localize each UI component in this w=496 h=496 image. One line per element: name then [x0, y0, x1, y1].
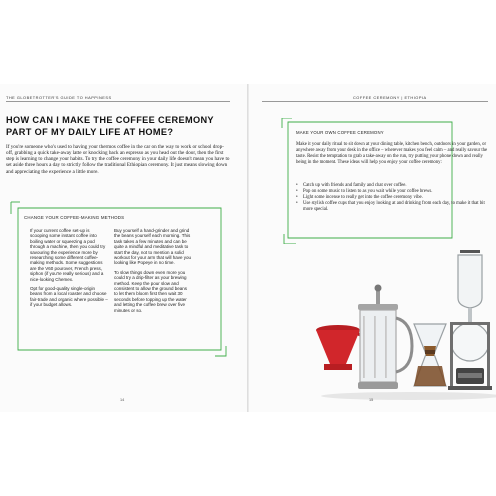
running-head-right: COFFEE CEREMONY | ETHIOPIA: [353, 95, 427, 100]
siphon-brewer-illustration: [448, 250, 492, 390]
box-paragraph: Opt for good-quality single-origin beans from a local roaster and choose fair-trade and organic where possible – if your budget allows.: [30, 286, 108, 308]
v60-dripper-illustration: [316, 325, 366, 370]
list-item: • Use stylish coffee cups that you enjoy looking at and drinking from each day, to make it that bit more special.: [296, 201, 492, 213]
coffee-equipment-photo: [316, 250, 496, 402]
chemex-illustration: [414, 324, 446, 386]
running-head-left: THE GLOBETROTTER'S GUIDE TO HAPPINESS: [6, 95, 112, 100]
box-title-left: CHANGE YOUR COFFEE-MAKING METHODS: [24, 215, 125, 220]
list-item: • Light some incense to really get into the coffee ceremony vibe.: [296, 195, 492, 201]
intro-paragraph: If you're someone who's used to having your thermos coffee in the car on the way to work or school drop-off, grabbing a quick take-away latte or knocking back an espresso as you head out the door, then the first step is learning to change your habits. To try the coffee ceremony in your daily life doesn't mean you have to set aside three hours a day to strictly follow the traditional Ethiopian ceremony. It just means slowing down and appreciating the experience a little more.: [6, 144, 230, 175]
box-column-1: [30, 228, 108, 312]
box-paragraph: Buy yourself a hand-grinder and grind the beans yourself each morning. This task takes a few minutes and can be quite a mindful and meditative task to start the day, not to mention a solid workout for your arm that will have you looking like Popeye in no time.: [114, 228, 192, 266]
book-spine: [247, 84, 249, 412]
header-rule-left: [6, 101, 230, 102]
list-item: • Catch up with friends and family and chat over coffee.: [296, 183, 492, 189]
box-column-2: [114, 228, 192, 317]
box-paragraph: If your current coffee set-up is scooping some instant coffee into boiling water or squeezing a pod through a machine, then you could try savouring the experience more by researching some different coffee-making methods. Some suggestions are the V60 pourover, French press, siphon (if you're really serious) and a nice-looking Chemex.: [30, 228, 106, 282]
tips-list: [296, 183, 492, 213]
page-number-right: 15: [369, 398, 374, 402]
box-paragraph: To slow things down even more you could try a drip-filter as your brewing method. Keep the pour slow and consistent to allow the ground beans to let them bloom first then wait 30 seconds before topping up the water and letting the coffee brew over five minutes or so.: [114, 269, 188, 313]
tip-box-frame-right: [280, 118, 456, 244]
list-item: • Pop on some music to listen to as you wait while your coffee brews.: [296, 189, 492, 195]
box-intro-right: Make it your daily ritual to sit down at your dining table, kitchen bench, outdoors in your garden, or anywhere away from your desk in the office – wherever makes you feel calm – and really savour the taste. Resist the temptation to grab a take-away on the run, try putting your phone down and really being in the moment. These ideas will help you enjoy your coffee ceremony:: [296, 142, 488, 165]
header-rule-right: [262, 101, 488, 102]
box-title-right: MAKE YOUR OWN COFFEE CEREMONY: [296, 130, 384, 135]
french-press-illustration: [358, 285, 412, 390]
page-number-left: 14: [120, 398, 125, 402]
page-heading: HOW CAN I MAKE THE COFFEE CEREMONY PART OF MY DAILY LIFE AT HOME?: [6, 115, 214, 137]
